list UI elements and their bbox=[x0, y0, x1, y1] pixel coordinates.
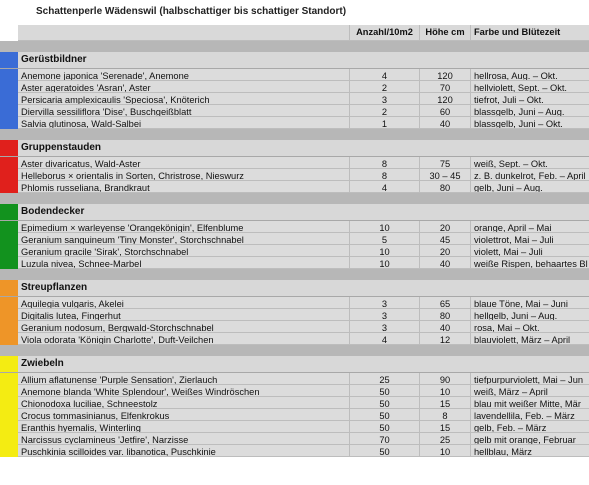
table-row bbox=[0, 117, 589, 129]
anzahl-cell[interactable]: 50 bbox=[350, 397, 420, 409]
hoehe-cell[interactable]: 40 bbox=[420, 117, 471, 129]
plant-name-cell[interactable]: Aster ageratoides 'Asran', Aster bbox=[18, 81, 350, 93]
category-color-strip bbox=[0, 280, 18, 296]
anzahl-cell[interactable]: 5 bbox=[350, 233, 420, 245]
table-row bbox=[0, 385, 589, 397]
hoehe-cell[interactable]: 80 bbox=[420, 181, 471, 193]
hoehe-cell[interactable]: 70 bbox=[420, 81, 471, 93]
farbe-cell[interactable]: blassgelb, Juni – Aug. bbox=[471, 105, 589, 117]
category-color-strip bbox=[0, 397, 18, 409]
hoehe-cell[interactable]: 15 bbox=[420, 421, 471, 433]
farbe-cell[interactable]: orange, April – Mai bbox=[471, 221, 589, 233]
plant-name-cell[interactable]: Luzula nivea, Schnee-Marbel bbox=[18, 257, 350, 269]
hoehe-cell[interactable]: 120 bbox=[420, 69, 471, 81]
category-row bbox=[0, 356, 589, 373]
anzahl-cell[interactable]: 3 bbox=[350, 309, 420, 321]
farbe-cell[interactable]: weiß, Sept. – Okt. bbox=[471, 157, 589, 169]
anzahl-cell[interactable]: 8 bbox=[350, 169, 420, 181]
category-color-strip bbox=[0, 409, 18, 421]
spacer-row bbox=[0, 269, 589, 280]
farbe-cell[interactable]: hellblau, März bbox=[471, 445, 589, 457]
hoehe-cell[interactable]: 45 bbox=[420, 233, 471, 245]
category-color-strip bbox=[0, 433, 18, 445]
category-color-strip bbox=[0, 117, 18, 129]
hoehe-cell[interactable]: 40 bbox=[420, 257, 471, 269]
header-anzahl-cell[interactable]: Anzahl/10m2 bbox=[350, 25, 420, 41]
farbe-cell[interactable]: z. B. dunkelrot, Feb. – April bbox=[471, 169, 589, 181]
title-row bbox=[0, 0, 589, 25]
farbe-cell[interactable]: blaue Töne, Mai – Juni bbox=[471, 297, 589, 309]
anzahl-cell[interactable]: 50 bbox=[350, 421, 420, 433]
farbe-cell[interactable]: blauviolett, März – April bbox=[471, 333, 589, 345]
table-row bbox=[0, 181, 589, 193]
anzahl-cell[interactable]: 3 bbox=[350, 321, 420, 333]
table-row bbox=[0, 409, 589, 421]
category-color-strip bbox=[0, 204, 18, 220]
plant-name-cell[interactable]: Viola odorata 'Königin Charlotte', Duft-Veilchen bbox=[18, 333, 350, 345]
category-color-strip bbox=[0, 105, 18, 117]
category-row bbox=[0, 280, 589, 297]
plant-name-cell[interactable]: Geranium gracile 'Sirak', Storchschnabel bbox=[18, 245, 350, 257]
header-hoehe-cell[interactable]: Höhe cm bbox=[420, 25, 471, 41]
spacer-row bbox=[0, 345, 589, 356]
farbe-cell[interactable]: hellrosa, Aug. – Okt. bbox=[471, 69, 589, 81]
anzahl-cell[interactable]: 50 bbox=[350, 409, 420, 421]
plant-name-cell[interactable]: Chionodoxa luciliae, Schneestolz bbox=[18, 397, 350, 409]
category-color-strip bbox=[0, 385, 18, 397]
table-row bbox=[0, 93, 589, 105]
category-color-strip bbox=[0, 333, 18, 345]
farbe-cell[interactable]: hellgelb, Juni – Aug. bbox=[471, 309, 589, 321]
sheet-title: Schattenperle Wädenswil (halbschattiger bis schattiger Standort) bbox=[36, 6, 347, 17]
table-row bbox=[0, 221, 589, 233]
hoehe-cell[interactable]: 80 bbox=[420, 309, 471, 321]
category-color-strip bbox=[0, 181, 18, 193]
spacer-row bbox=[0, 41, 589, 52]
table-row bbox=[0, 309, 589, 321]
plant-name-cell[interactable]: Eranthis hyemalis, Winterling bbox=[18, 421, 350, 433]
category-color-strip bbox=[0, 140, 18, 156]
plant-name-cell[interactable]: Diervilla sessiliflora 'Dise', Buschgeißblatt bbox=[18, 105, 350, 117]
anzahl-cell[interactable]: 70 bbox=[350, 433, 420, 445]
category-label[interactable]: Gruppenstauden bbox=[21, 142, 102, 153]
plant-name-cell[interactable]: Helleborus × orientalis in Sorten, Christrose, Nieswurz bbox=[18, 169, 350, 181]
farbe-cell[interactable]: hellviolett, Sept. – Okt. bbox=[471, 81, 589, 93]
plant-name-cell[interactable]: Salvia glutinosa, Wald-Salbei bbox=[18, 117, 350, 129]
category-color-strip bbox=[0, 69, 18, 81]
table-row bbox=[0, 321, 589, 333]
plant-name-cell[interactable]: Aquilegia vulgaris, Akelei bbox=[18, 297, 350, 309]
category-label[interactable]: Gerüstbildner bbox=[21, 54, 87, 65]
category-label[interactable]: Bodendecker bbox=[21, 206, 85, 217]
farbe-cell[interactable]: tiefpurpurviolett, Mai – Jun bbox=[471, 373, 589, 385]
category-color-strip bbox=[0, 356, 18, 372]
anzahl-cell[interactable]: 4 bbox=[350, 333, 420, 345]
category-color-strip bbox=[0, 81, 18, 93]
category-label[interactable]: Streupflanzen bbox=[21, 282, 88, 293]
category-color-strip bbox=[0, 52, 18, 68]
table-row bbox=[0, 157, 589, 169]
header-row bbox=[0, 25, 589, 41]
category-row bbox=[0, 140, 589, 157]
hoehe-cell[interactable]: 120 bbox=[420, 93, 471, 105]
anzahl-cell[interactable]: 50 bbox=[350, 445, 420, 457]
table-row bbox=[0, 397, 589, 409]
table-row bbox=[0, 421, 589, 433]
farbe-cell[interactable]: violettrot, Mai – Juli bbox=[471, 233, 589, 245]
plant-name-cell[interactable]: Digitalis lutea, Fingerhut bbox=[18, 309, 350, 321]
farbe-cell[interactable]: rosa, Mai – Okt. bbox=[471, 321, 589, 333]
plant-name-cell[interactable]: Crocus tommasinianus, Elfenkrokus bbox=[18, 409, 350, 421]
farbe-cell[interactable]: gelb mit orange, Februar bbox=[471, 433, 589, 445]
plant-name-cell[interactable]: Anemone blanda 'White Splendour', Weißes Windröschen bbox=[18, 385, 350, 397]
category-color-strip bbox=[0, 169, 18, 181]
table-row bbox=[0, 81, 589, 93]
category-color-strip bbox=[0, 233, 18, 245]
farbe-cell[interactable]: lavendellila, Feb. – März bbox=[471, 409, 589, 421]
hoehe-cell[interactable]: 12 bbox=[420, 333, 471, 345]
category-color-strip bbox=[0, 245, 18, 257]
farbe-cell[interactable]: tiefrot, Juli – Okt. bbox=[471, 93, 589, 105]
anzahl-cell[interactable]: 4 bbox=[350, 69, 420, 81]
plant-name-cell[interactable]: Geranium nodosum, Bergwald-Storchschnabel bbox=[18, 321, 350, 333]
category-color-strip bbox=[0, 373, 18, 385]
plant-name-cell[interactable]: Epimedium × warleyense 'Orangekönigin', Elfenblume bbox=[18, 221, 350, 233]
category-color-strip bbox=[0, 157, 18, 169]
anzahl-cell[interactable]: 25 bbox=[350, 373, 420, 385]
hoehe-cell[interactable]: 10 bbox=[420, 445, 471, 457]
hoehe-cell[interactable]: 10 bbox=[420, 385, 471, 397]
table-row bbox=[0, 373, 589, 385]
table-row bbox=[0, 245, 589, 257]
table-row bbox=[0, 297, 589, 309]
category-color-strip bbox=[0, 221, 18, 233]
hoehe-cell[interactable]: 15 bbox=[420, 397, 471, 409]
hoehe-cell[interactable]: 75 bbox=[420, 157, 471, 169]
hoehe-cell[interactable]: 8 bbox=[420, 409, 471, 421]
farbe-cell[interactable]: violett, Mai – Juli bbox=[471, 245, 589, 257]
category-color-strip bbox=[0, 297, 18, 309]
table-row bbox=[0, 169, 589, 181]
hoehe-cell[interactable]: 30 – 45 bbox=[420, 169, 471, 181]
hoehe-cell[interactable]: 25 bbox=[420, 433, 471, 445]
plant-name-cell[interactable]: Phlomis russeliana, Brandkraut bbox=[18, 181, 350, 193]
farbe-cell[interactable]: gelb, Juni – Aug. bbox=[471, 181, 589, 193]
spacer-row bbox=[0, 193, 589, 204]
table-row bbox=[0, 257, 589, 269]
plant-name-cell[interactable]: Narcissus cyclamineus 'Jetfire', Narzisse bbox=[18, 433, 350, 445]
category-color-strip bbox=[0, 257, 18, 269]
farbe-cell[interactable]: weiß, März – April bbox=[471, 385, 589, 397]
farbe-cell[interactable]: weiße Rispen, behaartes Bl bbox=[471, 257, 589, 269]
anzahl-cell[interactable]: 2 bbox=[350, 81, 420, 93]
table-row bbox=[0, 433, 589, 445]
farbe-cell[interactable]: gelb, Feb. – März bbox=[471, 421, 589, 433]
plant-name-cell[interactable]: Aster divaricatus, Wald-Aster bbox=[18, 157, 350, 169]
category-color-strip bbox=[0, 445, 18, 457]
category-color-strip bbox=[0, 321, 18, 333]
category-row bbox=[0, 52, 589, 69]
category-color-strip bbox=[0, 421, 18, 433]
spacer-row bbox=[0, 129, 589, 140]
hoehe-cell[interactable]: 90 bbox=[420, 373, 471, 385]
anzahl-cell[interactable]: 10 bbox=[350, 221, 420, 233]
category-color-strip bbox=[0, 93, 18, 105]
anzahl-cell[interactable]: 1 bbox=[350, 117, 420, 129]
category-color-strip bbox=[0, 309, 18, 321]
farbe-cell[interactable]: blassgelb, Juni – Okt. bbox=[471, 117, 589, 129]
header-name-cell[interactable] bbox=[18, 25, 350, 41]
anzahl-cell[interactable]: 10 bbox=[350, 245, 420, 257]
table-row bbox=[0, 105, 589, 117]
table-row bbox=[0, 233, 589, 245]
plant-name-cell[interactable]: Geranium sanguineum 'Tiny Monster', Storchschnabel bbox=[18, 233, 350, 245]
plant-name-cell[interactable]: Anemone japonica 'Serenade', Anemone bbox=[18, 69, 350, 81]
plant-name-cell[interactable]: Persicaria amplexicaulis 'Speciosa', Knöterich bbox=[18, 93, 350, 105]
table-row bbox=[0, 69, 589, 81]
anzahl-cell[interactable]: 4 bbox=[350, 181, 420, 193]
anzahl-cell[interactable]: 50 bbox=[350, 385, 420, 397]
anzahl-cell[interactable]: 3 bbox=[350, 93, 420, 105]
anzahl-cell[interactable]: 2 bbox=[350, 105, 420, 117]
anzahl-cell[interactable]: 10 bbox=[350, 257, 420, 269]
plant-name-cell[interactable]: Allium aflatunense 'Purple Sensation', Zierlauch bbox=[18, 373, 350, 385]
category-row bbox=[0, 204, 589, 221]
table-row bbox=[0, 445, 589, 457]
header-farbe-cell[interactable]: Farbe und Blütezeit bbox=[471, 25, 589, 41]
plant-name-cell[interactable]: Puschkinia scilloides var. libanotica, Puschkinie bbox=[18, 445, 350, 457]
anzahl-cell[interactable]: 8 bbox=[350, 157, 420, 169]
hoehe-cell[interactable]: 20 bbox=[420, 245, 471, 257]
table-row bbox=[0, 333, 589, 345]
hoehe-cell[interactable]: 60 bbox=[420, 105, 471, 117]
farbe-cell[interactable]: blau mit weißer Mitte, Mär bbox=[471, 397, 589, 409]
anzahl-cell[interactable]: 3 bbox=[350, 297, 420, 309]
hoehe-cell[interactable]: 40 bbox=[420, 321, 471, 333]
category-label[interactable]: Zwiebeln bbox=[21, 358, 64, 369]
hoehe-cell[interactable]: 65 bbox=[420, 297, 471, 309]
hoehe-cell[interactable]: 20 bbox=[420, 221, 471, 233]
